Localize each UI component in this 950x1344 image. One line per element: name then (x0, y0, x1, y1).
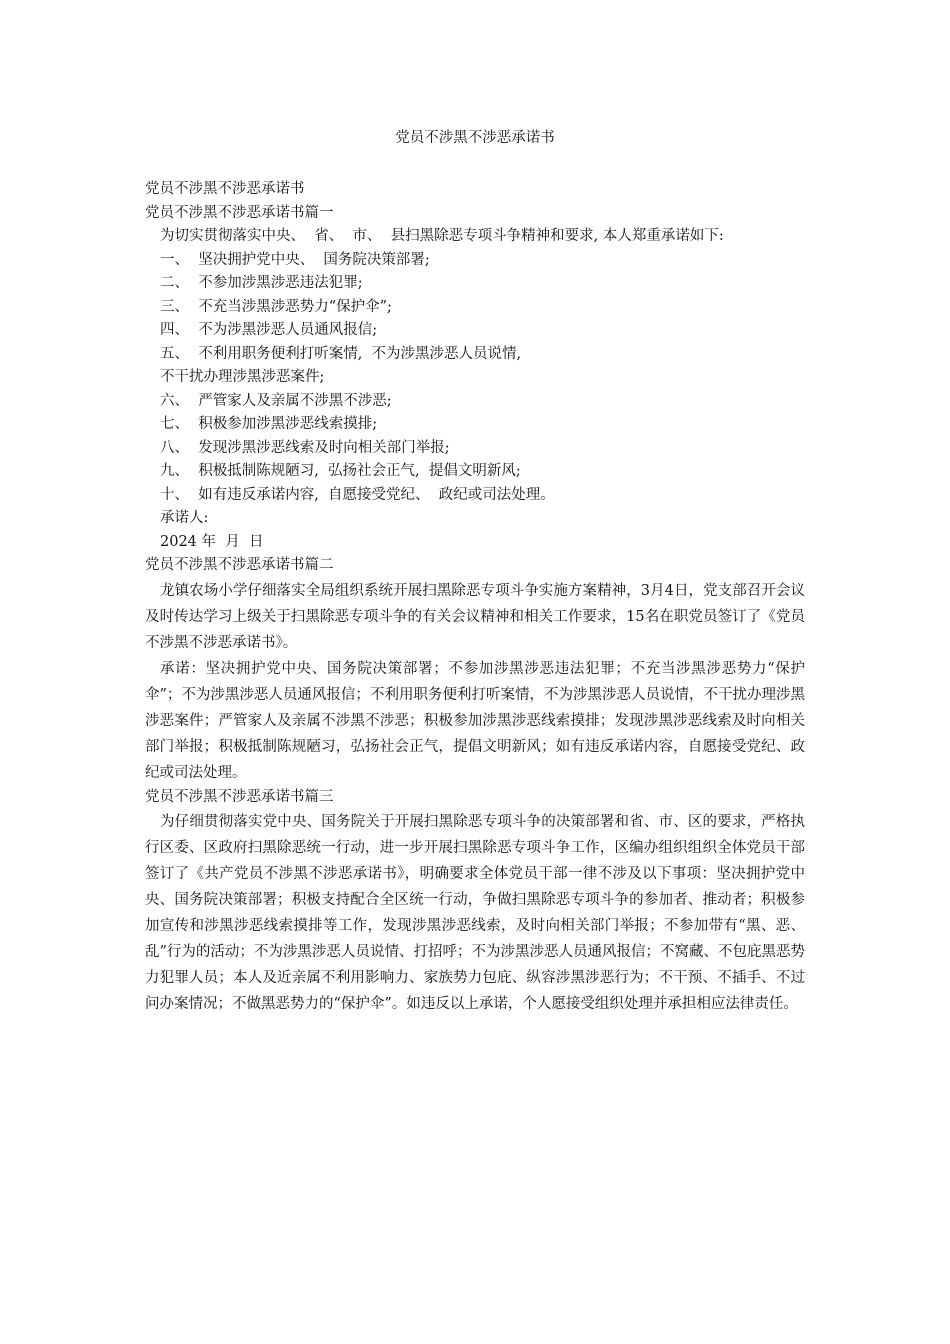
part2-paragraph-2: 承诺：坚决拥护党中央、国务院决策部署；不参加涉黑涉恶违法犯罪；不充当涉黑涉恶势力“保护伞”；不为涉黑涉恶人员通风报信；不利用职务便利打听案情，不为涉黑涉恶人员说情，不干扰办理涉黑涉恶案件；严管家人及亲属不涉黑不涉恶；积极参加涉黑涉恶线索摸排；发现涉黑涉恶线索及时向相关部门举报；积极抵制陈规陋习，弘扬社会正气，提倡文明新风；如有违反承诺内容，自愿接受党纪、政纪或司法处理。 (145, 660, 805, 781)
part2-heading: 党员不涉黑不涉恶承诺书篇二 (145, 557, 334, 573)
list-item: 三、 不充当涉黑涉恶势力“保护伞”; (160, 298, 392, 315)
heading: 党员不涉黑不涉恶承诺书 (145, 181, 305, 197)
list-item: 不干扰办理涉黑涉恶案件; (160, 369, 325, 385)
list-item: 七、 积极参加涉黑涉恶线索摸排; (160, 416, 378, 432)
sign-date: 2024 年 月 日 (160, 533, 264, 550)
list-item: 四、 不为涉黑涉恶人员通风报信; (160, 322, 378, 338)
list-item: 六、 严管家人及亲属不涉黑不涉恶; (160, 392, 392, 409)
list-item: 九、 积极抵制陈规陋习, 弘扬社会正气, 提倡文明新风; (160, 463, 521, 479)
part1-intro: 为切实贯彻落实中央、 省、 市、 县扫黑除恶专项斗争精神和要求, 本人郑重承诺如下: (160, 228, 724, 244)
signer-label: 承诺人: (160, 510, 209, 526)
part2-paragraph-1: 龙镇农场小学仔细落实全局组织系统开展扫黑除恶专项斗争实施方案精神，3月4日，党支部召开会议及时传达学习上级关于扫黑除恶专项斗争的有关会议精神和相关工作要求，15名在职党员签订了《党员不涉黑不涉恶承诺书》。 (145, 582, 805, 651)
list-item: 八、 发现涉黑涉恶线索及时向相关部门举报; (160, 439, 450, 456)
list-item: 五、 不利用职务便利打听案情, 不为涉黑涉恶人员说情, (160, 345, 522, 362)
list-item: 十、 如有违反承诺内容, 自愿接受党纪、 政纪或司法处理。 (160, 486, 555, 503)
part3-heading: 党员不涉黑不涉恶承诺书篇三 (145, 788, 334, 805)
document-body (145, 178, 805, 1017)
list-item: 一、 坚决拥护党中央、 国务院决策部署; (160, 251, 430, 268)
part3-paragraph-1: 为仔细贯彻落实党中央、国务院关于开展扫黑除恶专项斗争的决策部署和省、市、区的要求，严格执行区委、区政府扫黑除恶统一行动，进一步开展扫黑除恶专项斗争工作，区编办组织组织全体党员干部签订了《共产党员不涉黑不涉恶承诺书》，明确要求全体党员干部一律不涉及以下事项：坚决拥护党中央、国务院决策部署；积极支持配合全区统一行动，争做扫黑除恶专项斗争的参加者、推动者；积极参加宣传和涉黑涉恶线索摸排等工作，发现涉黑涉恶线索，及时向相关部门举报；不参加带有“黑、恶、乱”行为的活动；不为涉黑涉恶人员说情、打招呼；不为涉黑涉恶人员通风报信；不窝藏、不包庇黑恶势力犯罪人员；本人及近亲属不利用影响力、家族势力包庇、纵容涉黑涉恶行为；不干预、不插手、不过问办案情况；不做黑恶势力的“保护伞”。如违反以上承诺，个人愿接受组织处理并承担相应法律责任。 (145, 814, 805, 1012)
document-title: 党员不涉黑不涉恶承诺书 (395, 130, 555, 146)
part1-heading: 党员不涉黑不涉恶承诺书篇一 (145, 204, 334, 221)
list-item: 二、 不参加涉黑涉恶违法犯罪; (160, 275, 363, 291)
